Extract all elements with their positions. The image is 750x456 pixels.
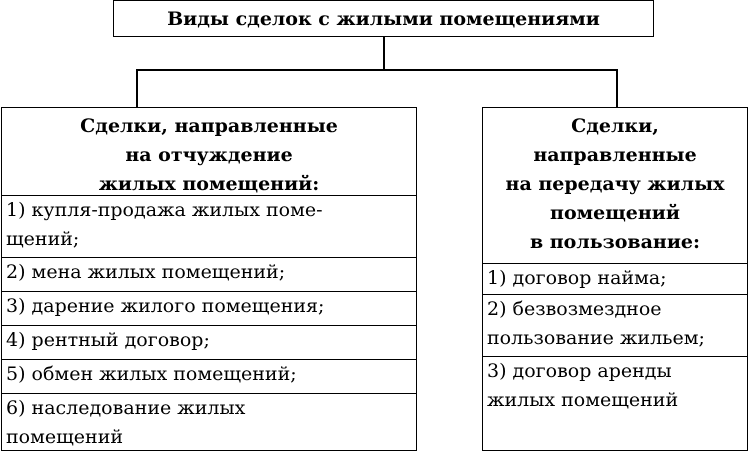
- list-item: [2, 258, 416, 292]
- diagram-title-text: Виды сделок с жилыми помещениями: [167, 7, 600, 30]
- list-item-line: пользование жильем;: [487, 327, 705, 349]
- list-item-line: жилых помещений: [487, 389, 679, 411]
- diagram-title: [113, 0, 654, 37]
- list-item: [2, 394, 416, 456]
- list-item-line: помещений: [6, 426, 124, 448]
- heading-line: помещений: [550, 202, 680, 224]
- list-item: [2, 196, 416, 258]
- connector-vertical-top: [383, 37, 385, 70]
- list-item-line: 3) дарение жилого помещения;: [6, 295, 325, 317]
- list-item-line: 2) мена жилых помещений;: [6, 261, 286, 283]
- heading-line: на передачу жилых: [505, 173, 725, 195]
- list-item-line: 1) купля-продажа жилых поме-: [6, 199, 323, 221]
- heading-line: на отчуждение: [125, 144, 293, 166]
- list-item-line: 6) наследование жилых: [6, 397, 246, 419]
- use-transfer-deals-box: [482, 107, 748, 451]
- connector-left-drop: [136, 69, 138, 107]
- list-item-line: щений;: [6, 228, 80, 250]
- heading-line: Сделки,: [571, 115, 659, 137]
- list-item: [483, 295, 747, 357]
- list-item: [483, 357, 747, 419]
- list-item: [2, 326, 416, 360]
- list-item-line: 2) безвозмездное: [487, 298, 662, 320]
- heading-line: направленные: [533, 144, 697, 166]
- list-item-line: 3) договор аренды: [487, 360, 672, 382]
- list-item-line: 5) обмен жилых помещений;: [6, 363, 297, 385]
- list-item-line: 1) договор найма;: [487, 267, 667, 289]
- heading-line: жилых помещений:: [98, 173, 320, 195]
- alienation-deals-heading: [2, 108, 416, 196]
- use-transfer-deals-heading: [483, 108, 747, 264]
- list-item: [2, 292, 416, 326]
- list-item-line: 4) рентный договор;: [6, 329, 210, 351]
- list-item: [483, 264, 747, 295]
- alienation-deals-box: [1, 107, 417, 451]
- connector-right-drop: [616, 69, 618, 107]
- heading-line: в пользование:: [529, 231, 701, 253]
- connector-horizontal: [136, 69, 617, 71]
- heading-line: Сделки, направленные: [80, 115, 338, 137]
- list-item: [2, 360, 416, 394]
